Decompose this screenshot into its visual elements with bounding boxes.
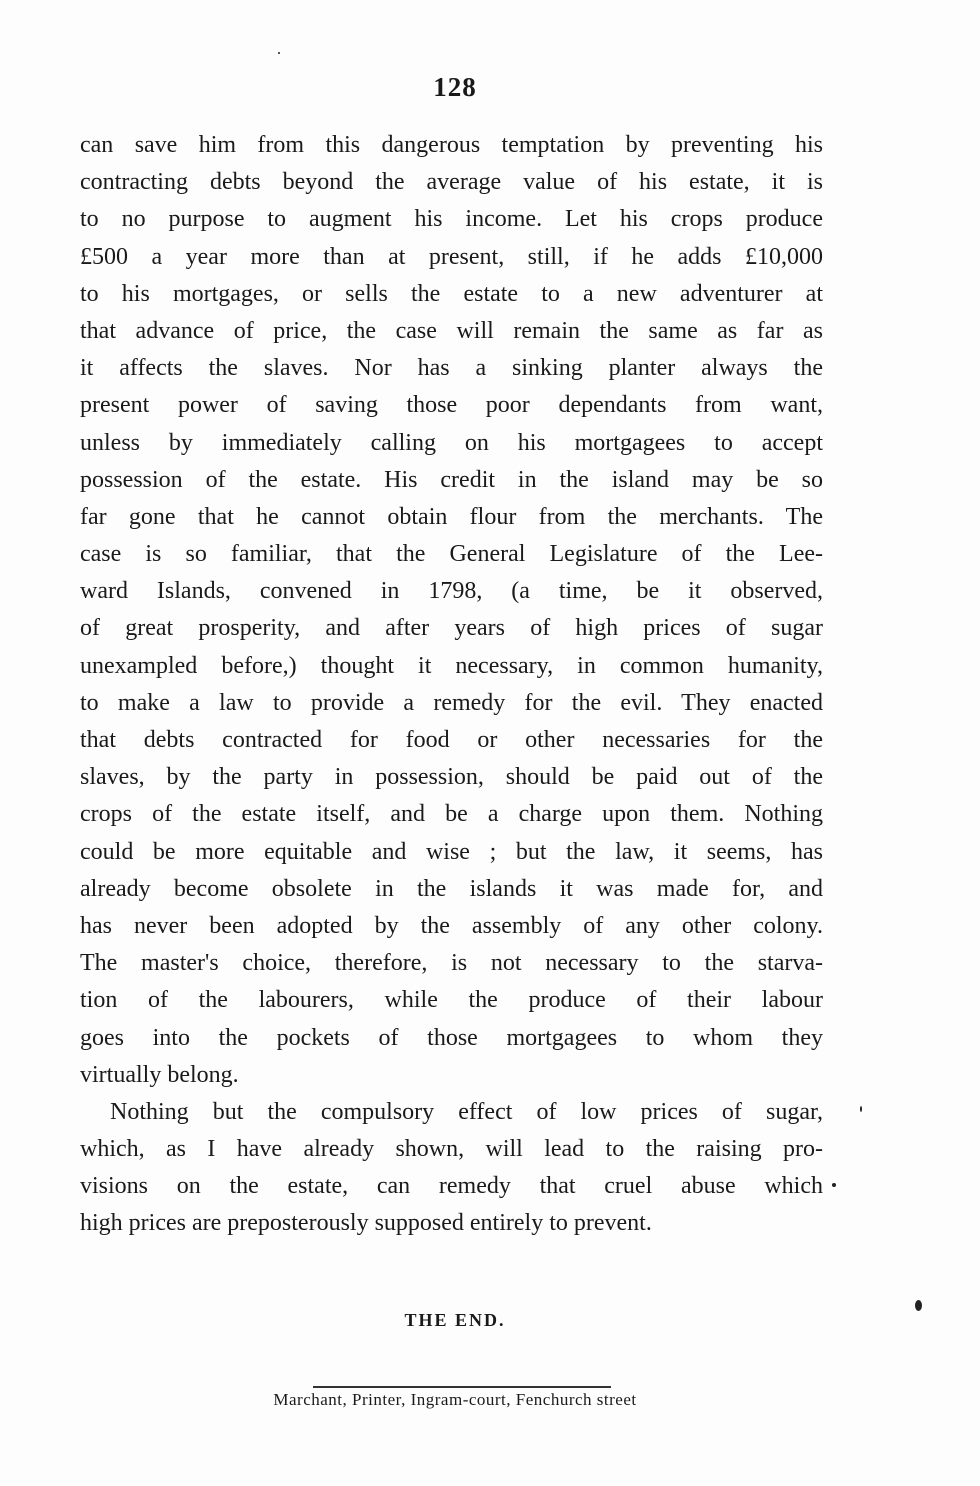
text-line: unless by immediately calling on his mortgagees to accept — [80, 429, 823, 456]
ink-speck — [278, 52, 280, 54]
text-line: slaves, by the party in possession, should be paid out of the — [80, 764, 823, 791]
text-line: case is so familiar, that the General Legislature of the Lee- — [80, 541, 823, 568]
paragraph-1 — [80, 127, 823, 1094]
divider-rule — [313, 1386, 611, 1388]
text-line: crops of the estate itself, and be a charge upon them. Nothing — [80, 801, 823, 828]
text-line: present power of saving those poor dependants from want, — [80, 392, 823, 419]
text-line: virtually belong. — [80, 1061, 239, 1088]
text-line: that advance of price, the case will remain the same as far as — [80, 317, 823, 344]
text-line: to make a law to provide a remedy for the evil. They enacted — [80, 689, 823, 716]
text-line: The master's choice, therefore, is not necessary to the starva- — [80, 950, 823, 977]
text-line: £500 a year more than at present, still, if he adds £10,000 — [80, 243, 823, 270]
ink-speck — [915, 1300, 922, 1311]
text-line: unexampled before,) thought it necessary, in common humanity, — [80, 652, 823, 679]
text-line: contracting debts beyond the average value of his estate, it is — [80, 169, 823, 196]
text-line: that debts contracted for food or other necessaries for the — [80, 727, 823, 753]
text-line: visions on the estate, can remedy that cruel abuse which — [80, 1173, 823, 1200]
text-line: possession of the estate. His credit in the island may be so — [80, 466, 823, 493]
text-line: which, as I have already shown, will lead to the raising pro- — [80, 1136, 823, 1163]
text-line: already become obsolete in the islands it was made for, and — [80, 875, 823, 902]
text-line: could be more equitable and wise ; but the law, it seems, has — [80, 838, 823, 865]
text-line: it affects the slaves. Nor has a sinking planter always the — [80, 355, 823, 382]
text-line: Nothing but the compulsory effect of low prices of sugar, — [110, 1098, 823, 1125]
text-line: tion of the labourers, while the produce of their labour — [80, 987, 823, 1014]
end-mark: THE END. — [404, 1310, 506, 1330]
text-line: can save him from this dangerous temptation by preventing his — [80, 132, 823, 158]
body-text — [80, 127, 823, 1243]
text-line: of great prosperity, and after years of high prices of sugar — [80, 615, 823, 642]
text-line: goes into the pockets of those mortgagees to whom they — [80, 1024, 823, 1051]
text-line: high prices are preposterously supposed entirely to prevent. — [80, 1210, 652, 1237]
paragraph-2 — [80, 1094, 823, 1243]
text-line: has never been adopted by the assembly of any other colony. — [80, 912, 823, 939]
printer-imprint: Marchant, Printer, Ingram-court, Fenchurch street — [273, 1390, 637, 1409]
ink-speck — [832, 1183, 836, 1187]
text-line: ward Islands, convened in 1798, (a time, be it observed, — [80, 578, 823, 605]
ink-speck — [860, 1106, 862, 1112]
text-line: to no purpose to augment his income. Let his crops produce — [80, 206, 823, 233]
text-line: far gone that he cannot obtain flour from the merchants. The — [80, 503, 823, 530]
text-line: to his mortgages, or sells the estate to a new adventurer at — [80, 280, 823, 307]
page-number: 128 — [433, 72, 477, 102]
